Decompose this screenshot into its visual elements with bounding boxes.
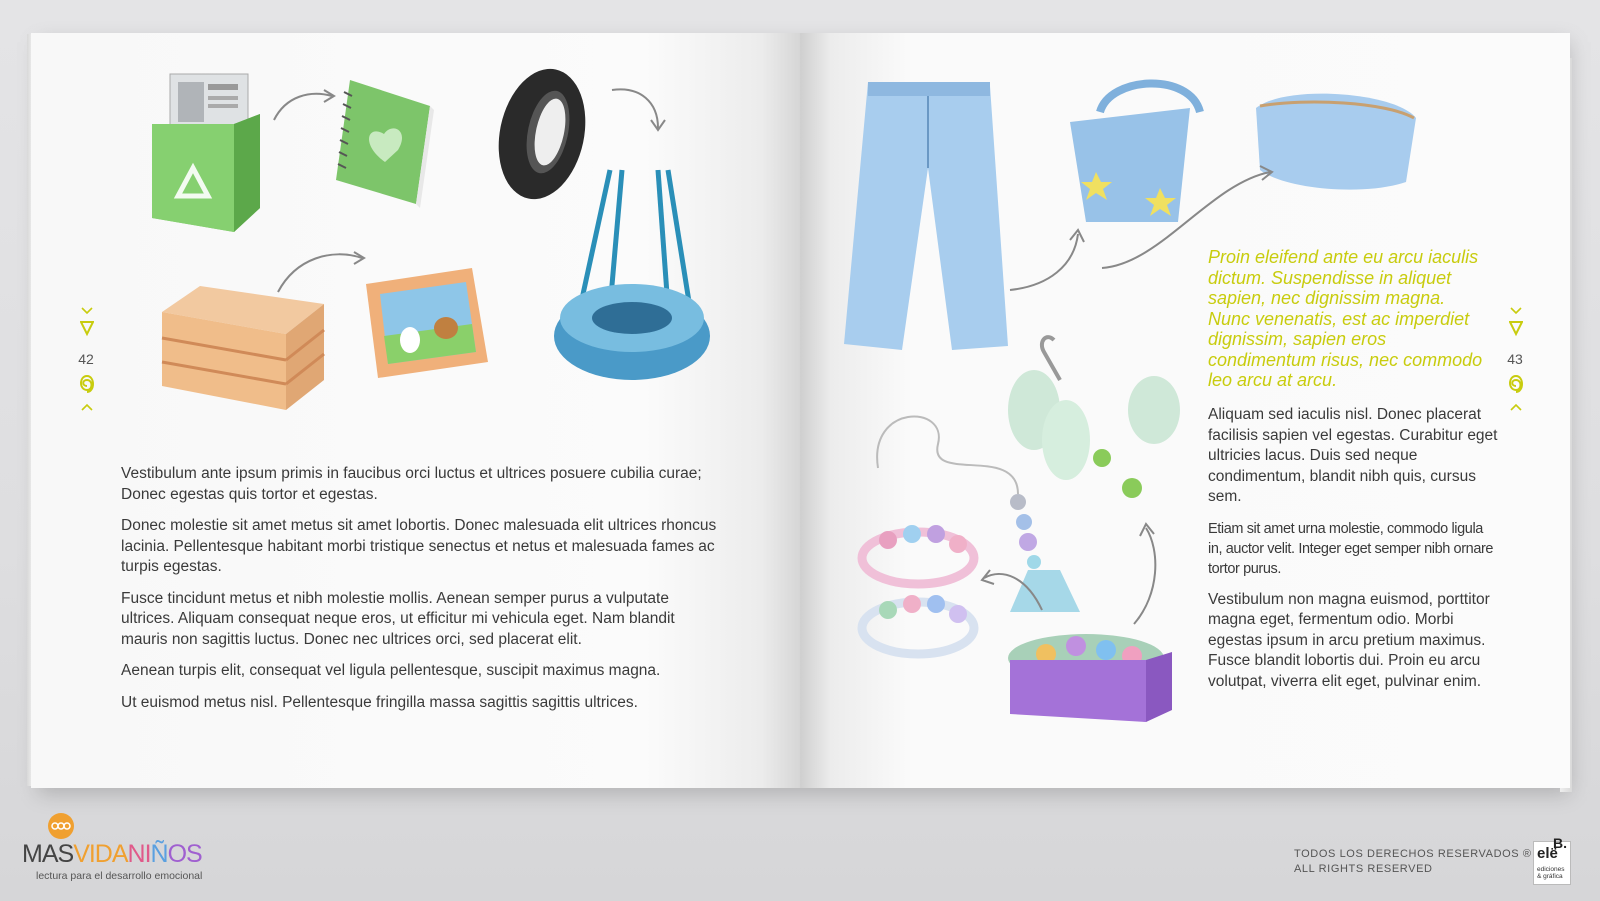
right-paragraph-3: Vestibulum non magna euismod, porttitor magna eget, fermentum odio. Morbi egestas ipsum in arcu pretium maximus. Fusce blandit lobortis dui. Proin eu arcu volutpat, viverra elit eget, pulvinar enim. — [1208, 590, 1490, 690]
masvidaninos-logo — [22, 812, 242, 882]
logo-part-os: OS — [167, 840, 202, 868]
logo-part-mas: MAS — [22, 840, 74, 868]
rights-es: TODOS LOS DERECHOS RESERVADOS ® — [1294, 848, 1532, 860]
left-page-body — [121, 464, 721, 724]
logo-part-enye: Ñ — [150, 840, 168, 868]
highlight-quote: Proin eleifend ante eu arcu iaculis dictum. Suspendisse in aliquet sapien, nec dignissim magna. Nunc venenatis, est ac imperdiet dignissim, sapien eros condimentum risus, nec commodo leo arcu at arcu. — [1208, 247, 1483, 390]
arrow-7 — [1126, 520, 1176, 630]
recycling-box-illustration — [148, 68, 278, 238]
left-page-triangle-icon — [80, 306, 94, 342]
notebook-illustration — [330, 72, 440, 212]
right-page-body — [1208, 405, 1498, 703]
right-page-spiral-icon — [1507, 372, 1525, 412]
rights-notice — [1294, 847, 1532, 877]
right-paragraph-1: Aliquam sed iaculis nisl. Donec placerat facilisis sapien vel egestas. Curabitur eget ultricies lacus. Duis sed neque condimentum, blandit nibh quis, cursus sem. — [1208, 406, 1498, 505]
right-page-number: 43 — [1507, 351, 1523, 367]
left-paragraph-1: Vestibulum ante ipsum primis in faucibus orci luctus et ultrices posuere cubilia curae; Donec egestas quis tortor et egestas. — [121, 465, 702, 503]
picture-frame-illustration — [362, 266, 492, 386]
tire-swing-illustration — [550, 168, 710, 398]
publisher-sub: ediciones & gráfica — [1537, 866, 1565, 880]
left-page-spiral-icon — [78, 372, 96, 412]
rights-en: ALL RIGHTS RESERVED — [1294, 863, 1433, 875]
logo-part-ni: NI — [127, 840, 151, 868]
bracelets-illustration — [858, 520, 984, 670]
logo-tagline: lectura para el desarrollo emocional — [36, 870, 203, 882]
logo-part-vida: VIDA — [73, 840, 128, 868]
right-paragraph-2: Etiam sit amet urna molestie, commodo ligula in, auctor velit. Integer eget semper nibh ornare tortor purus. — [1208, 520, 1494, 577]
right-page-triangle-icon — [1509, 306, 1523, 342]
bead-box-illustration — [1006, 628, 1176, 728]
arrow-2 — [610, 84, 670, 134]
logo-wordmark — [22, 840, 202, 869]
left-page-number: 42 — [78, 351, 94, 367]
left-paragraph-4: Aenean turpis elit, consequat vel ligula pellentesque, suscipit maximus magna. — [121, 662, 661, 679]
logo-bubble-icon — [44, 812, 78, 842]
arrow-3 — [276, 248, 376, 298]
publisher-b: B. — [1553, 835, 1567, 851]
left-paragraph-3: Fusce tincidunt metus et nibh molestie mollis. Aenean semper purus a vulputate ultrices. Aliquam consequat neque eros, ut efficitur mi vehicula eget. Nam blandit mauris non sagittis luctus. Donec nec ultrices orci, sed placerat elit. — [121, 589, 675, 648]
left-paragraph-5: Ut euismod metus nisl. Pellentesque fringilla massa sagittis sagittis ultrices. — [121, 693, 638, 711]
publisher-main: elë — [1537, 845, 1558, 862]
jeans-illustration — [842, 78, 1012, 368]
left-paragraph-2: Donec molestie sit amet metus sit amet lobortis. Donec malesuada elit ultrices rhoncus lacinia. Pellentesque habitant morbi tristique senectus et netus et malesuada fames ac turpis egestas. — [121, 517, 717, 575]
crate-illustration — [156, 282, 331, 417]
arrow-6 — [978, 556, 1048, 616]
arrow-4 — [1008, 226, 1088, 296]
